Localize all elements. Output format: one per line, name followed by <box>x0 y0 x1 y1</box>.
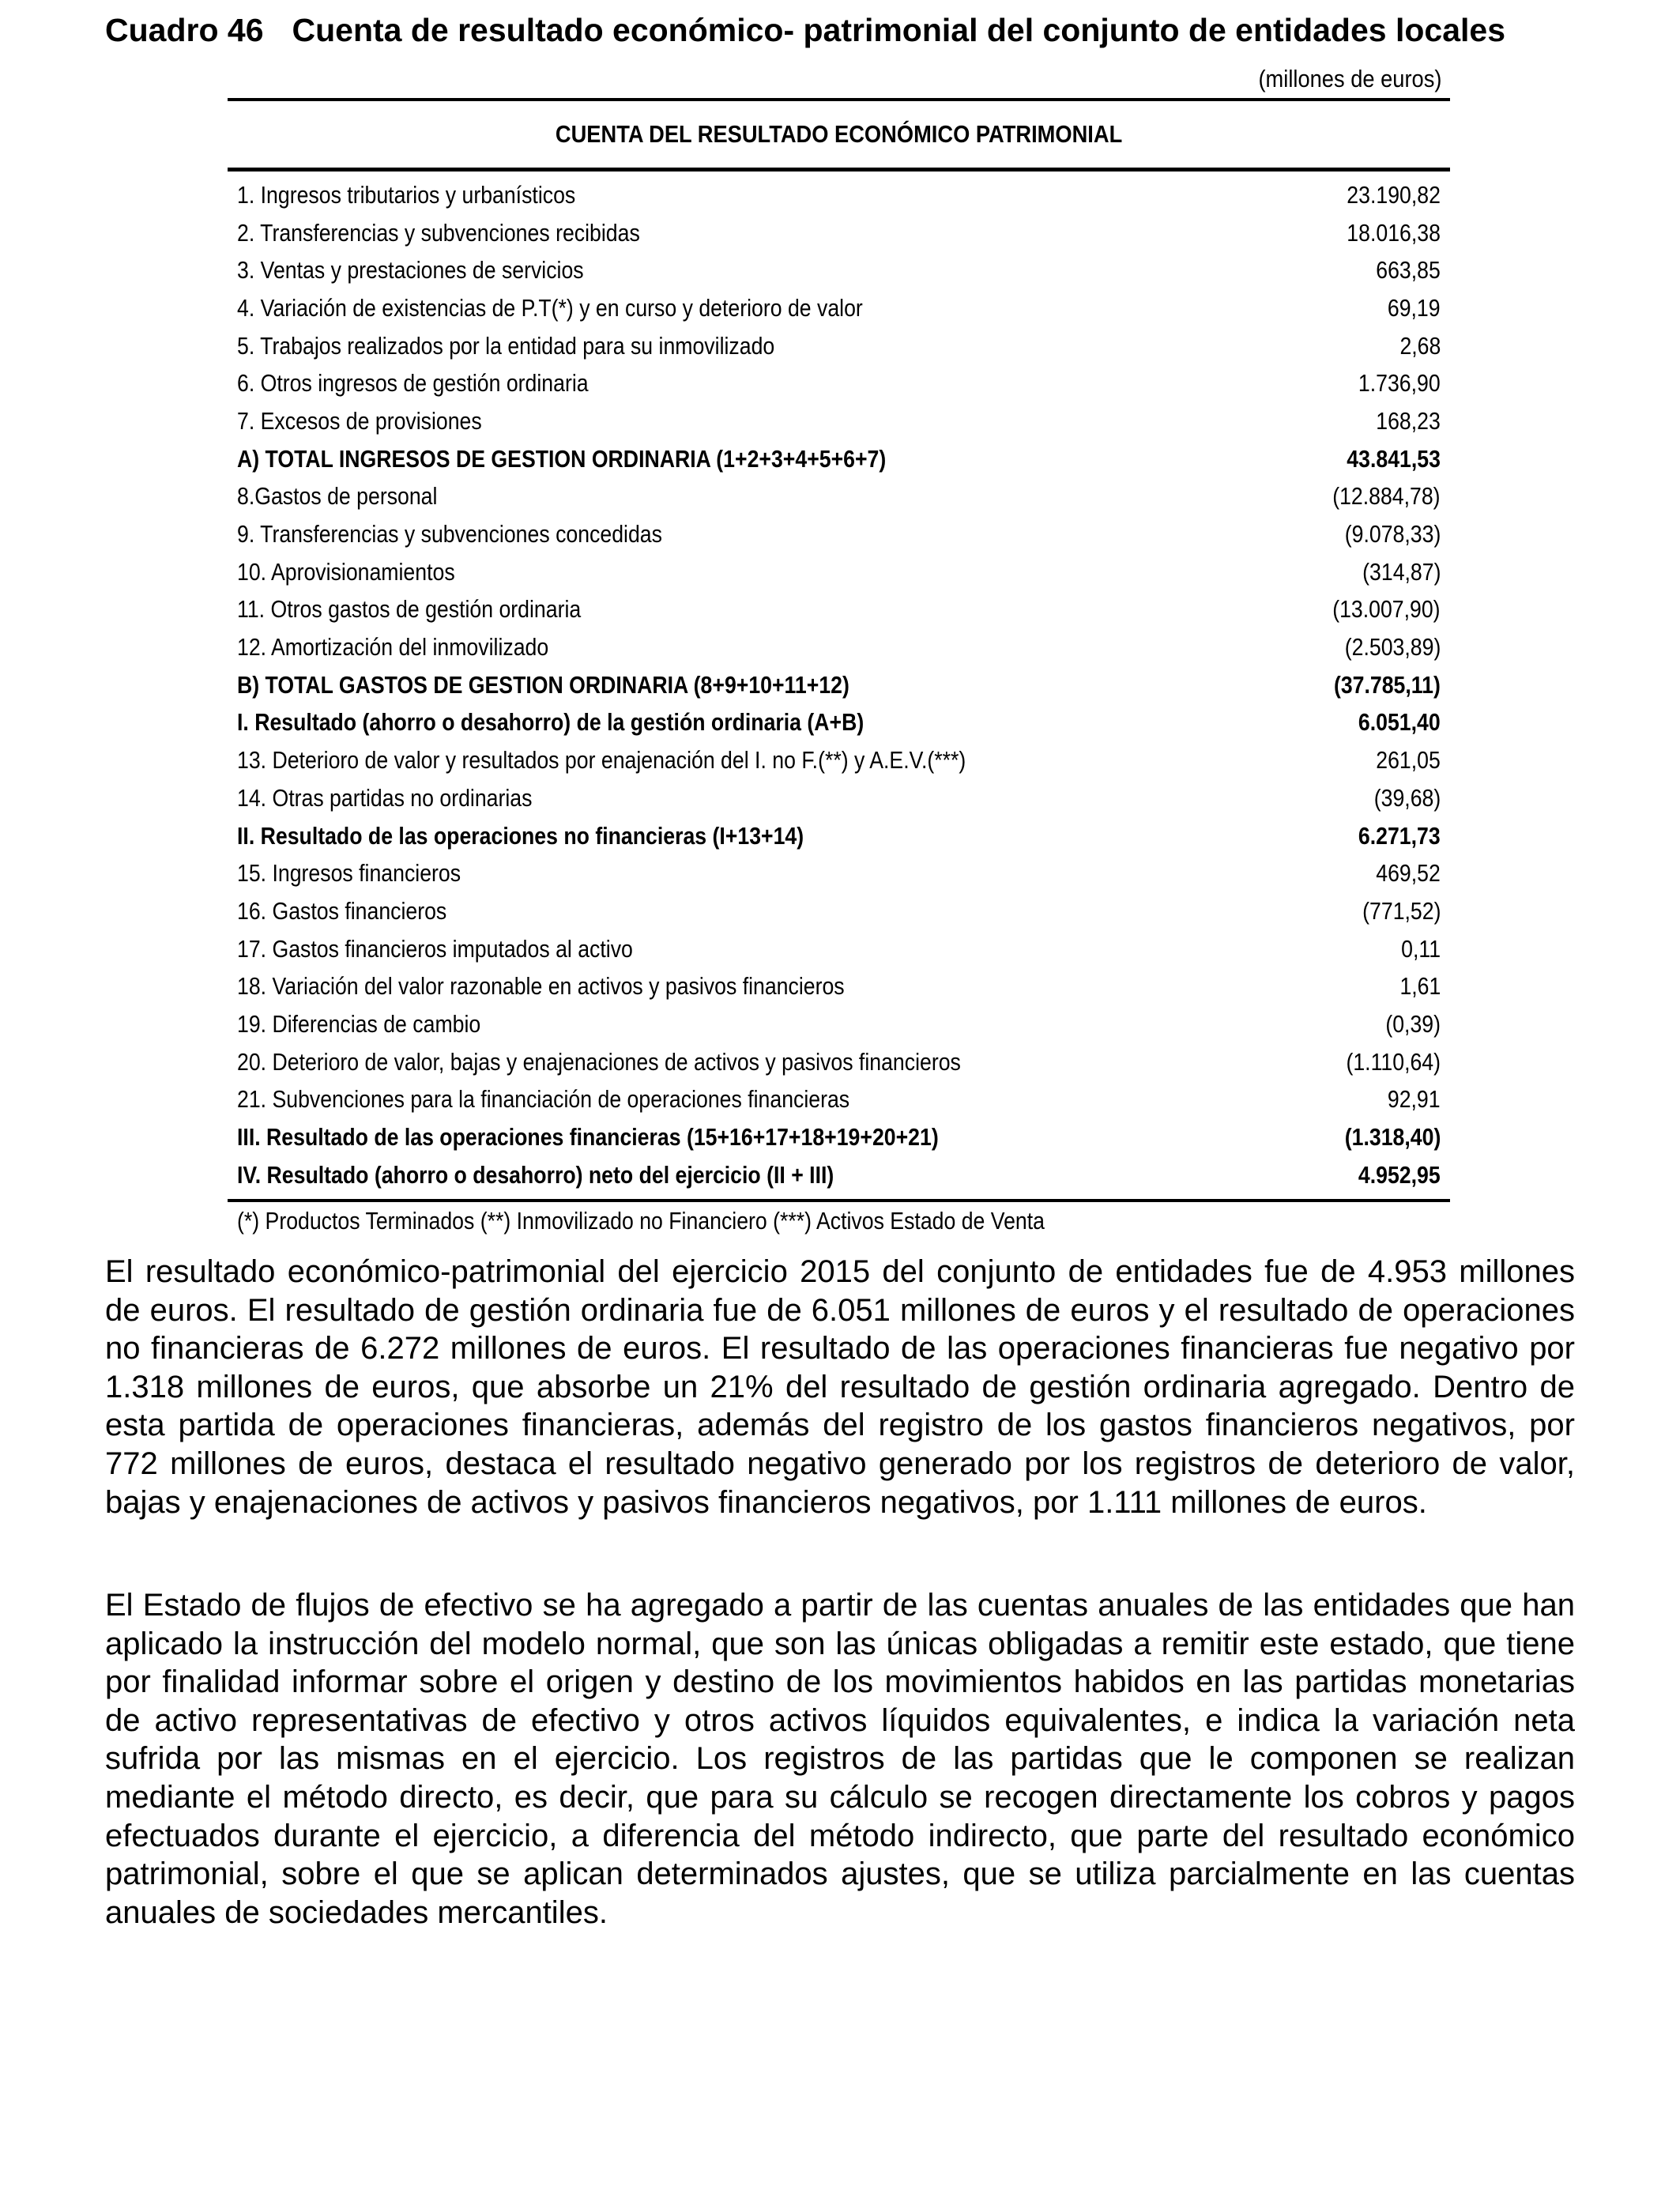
table-header <box>228 101 1450 168</box>
paragraph-cash-flow: El Estado de flujos de efectivo se ha agregado a partir de las cuentas anuales de las entidades que han aplicado la instrucción del modelo normal, que son las únicas obligadas a remitir este estado, que tiene por finalidad informar sobre el origen y destino de los movimientos habidos en las partidas monetarias de activo representativas de efectivo y otros activos líquidos equivalentes, e indica la variación neta sufrida por las mismas en el ejercicio. Los registros de las partidas que le componen se realizan mediante el método directo, es decir, que para su cálculo se recogen directamente los cobros y pagos efectuados durante el ejercicio, a diferencia del método indirecto, que parte del resultado económico patrimonial, sobre el que se aplican determinados ajustes, que se utiliza parcialmente en las cuentas anuales de sociedades mercantiles. <box>105 1588 1575 1930</box>
table-body <box>228 172 1450 1194</box>
row-label: 6. Otros ingresos de gestión ordinaria <box>237 369 589 398</box>
row-value: (37.785,11) <box>1334 670 1441 699</box>
table-row <box>228 402 1450 440</box>
row-label: 17. Gastos financieros imputados al activo <box>237 934 633 963</box>
row-label: 4. Variación de existencias de P.T(*) y en curso y deterioro de valor <box>237 293 863 322</box>
table-footnote-text: (*) Productos Terminados (**) Inmovilizado no Financiero (***) Activos Estado de Venta <box>237 1206 1045 1235</box>
row-value: (1.318,40) <box>1344 1123 1441 1152</box>
table-header-label: CUENTA DEL RESULTADO ECONÓMICO PATRIMONIAL <box>555 120 1123 148</box>
row-value: (13.007,90) <box>1332 595 1441 624</box>
table-title: Cuenta de resultado económico- patrimonial del conjunto de entidades locales <box>292 12 1505 48</box>
row-label: 16. Gastos financieros <box>237 896 447 925</box>
row-label: 1. Ingresos tributarios y urbanísticos <box>237 180 576 209</box>
row-value: 168,23 <box>1376 406 1441 435</box>
row-value: 2,68 <box>1399 331 1441 360</box>
row-value: 469,52 <box>1376 859 1441 888</box>
table-row <box>228 779 1450 817</box>
row-label: 8.Gastos de personal <box>237 482 438 511</box>
row-label: 9. Transferencias y subvenciones concedidas <box>237 520 662 548</box>
row-label: II. Resultado de las operaciones no financieras (I+13+14) <box>237 821 804 850</box>
table-row <box>228 478 1450 516</box>
row-value: (1.110,64) <box>1346 1047 1441 1076</box>
table-row <box>228 1043 1450 1081</box>
row-value: (771,52) <box>1362 896 1441 925</box>
row-label: III. Resultado de las operaciones financieras (15+16+17+18+19+20+21) <box>237 1123 939 1152</box>
page-title <box>105 9 1607 51</box>
row-value: 92,91 <box>1388 1085 1441 1114</box>
table-row <box>228 327 1450 365</box>
table-row <box>228 1156 1450 1194</box>
row-value: (12.884,78) <box>1332 482 1441 511</box>
table-row <box>228 553 1450 591</box>
row-value: 0,11 <box>1401 934 1441 963</box>
table-row <box>228 214 1450 252</box>
table-row <box>228 817 1450 855</box>
table-row <box>228 1005 1450 1043</box>
table-row <box>228 176 1450 214</box>
row-label: 11. Otros gastos de gestión ordinaria <box>237 595 582 624</box>
table-row <box>228 628 1450 666</box>
row-value: (314,87) <box>1362 557 1441 586</box>
table-row <box>228 741 1450 779</box>
row-value: 69,19 <box>1388 293 1441 322</box>
units-label: (millones de euros) <box>1258 65 1442 92</box>
row-label: A) TOTAL INGRESOS DE GESTION ORDINARIA (1+2+3+4+5+6+7) <box>237 444 887 473</box>
row-value: 23.190,82 <box>1347 180 1441 209</box>
result-table <box>228 63 1450 1235</box>
row-value: 1.736,90 <box>1358 369 1441 398</box>
row-value: 663,85 <box>1376 256 1441 285</box>
table-row <box>228 892 1450 930</box>
table-row <box>228 289 1450 327</box>
row-label: 21. Subvenciones para la financiación de operaciones financieras <box>237 1085 850 1114</box>
row-label: 20. Deterioro de valor, bajas y enajenaciones de activos y pasivos financieros <box>237 1047 961 1076</box>
row-value: 261,05 <box>1376 746 1441 775</box>
row-value: (0,39) <box>1385 1009 1441 1038</box>
table-row <box>228 515 1450 553</box>
row-value: 6.051,40 <box>1358 708 1441 737</box>
table-number: Cuadro 46 <box>105 12 264 48</box>
row-label: 18. Variación del valor razonable en activos y pasivos financieros <box>237 972 845 1001</box>
table-row <box>228 854 1450 892</box>
row-value: (9.078,33) <box>1344 520 1441 548</box>
row-label: 14. Otras partidas no ordinarias <box>237 783 533 812</box>
table-row <box>228 704 1450 742</box>
row-label: 5. Trabajos realizados por la entidad para su inmovilizado <box>237 331 775 360</box>
row-label: I. Resultado (ahorro o desahorro) de la gestión ordinaria (A+B) <box>237 708 864 737</box>
row-value: (2.503,89) <box>1344 633 1441 662</box>
table-row <box>228 967 1450 1005</box>
row-label: 13. Deterioro de valor y resultados por enajenación del I. no F.(**) y A.E.V.(***) <box>237 746 966 775</box>
row-label: 19. Diferencias de cambio <box>237 1009 481 1038</box>
table-row <box>228 1081 1450 1119</box>
row-label: 15. Ingresos financieros <box>237 859 461 888</box>
table-row <box>228 1118 1450 1156</box>
row-value: 6.271,73 <box>1358 821 1441 850</box>
row-label: 12. Amortización del inmovilizado <box>237 633 549 662</box>
row-label: B) TOTAL GASTOS DE GESTION ORDINARIA (8+9+10+11+12) <box>237 670 849 699</box>
table-row <box>228 440 1450 478</box>
table-row <box>228 666 1450 704</box>
row-label: IV. Resultado (ahorro o desahorro) neto del ejercicio (II + III) <box>237 1160 834 1189</box>
row-label: 2. Transferencias y subvenciones recibidas <box>237 218 640 247</box>
row-value: 4.952,95 <box>1358 1160 1441 1189</box>
table-footnote <box>228 1202 1450 1235</box>
row-value: 43.841,53 <box>1347 444 1441 473</box>
row-value: 1,61 <box>1399 972 1441 1001</box>
row-label: 10. Aprovisionamientos <box>237 557 455 586</box>
table-row <box>228 251 1450 289</box>
row-label: 7. Excesos de provisiones <box>237 406 482 435</box>
row-value: 18.016,38 <box>1347 218 1441 247</box>
table-row <box>228 364 1450 402</box>
row-value: (39,68) <box>1373 783 1441 812</box>
table-row <box>228 591 1450 629</box>
row-label: 3. Ventas y prestaciones de servicios <box>237 256 584 285</box>
paragraph-result: El resultado económico-patrimonial del ejercicio 2015 del conjunto de entidades fue de 4.953 millones de euros. El resultado de gestión ordinaria fue de 6.051 millones de euros y el resultado de operaciones no financieras de 6.272 millones de euros. El resultado de las operaciones financieras fue negativo por 1.318 millones de euros, que absorbe un 21% del resultado de gestión ordinaria agregado. Dentro de esta partida de operaciones financieras, además del registro de los gastos financieros negativos, por 772 millones de euros, destaca el resultado negativo generado por los registros de deterioro de valor, bajas y enajenaciones de activos y pasivos financieros negativos, por 1.111 millones de euros. <box>105 1254 1575 1520</box>
table-row <box>228 930 1450 968</box>
